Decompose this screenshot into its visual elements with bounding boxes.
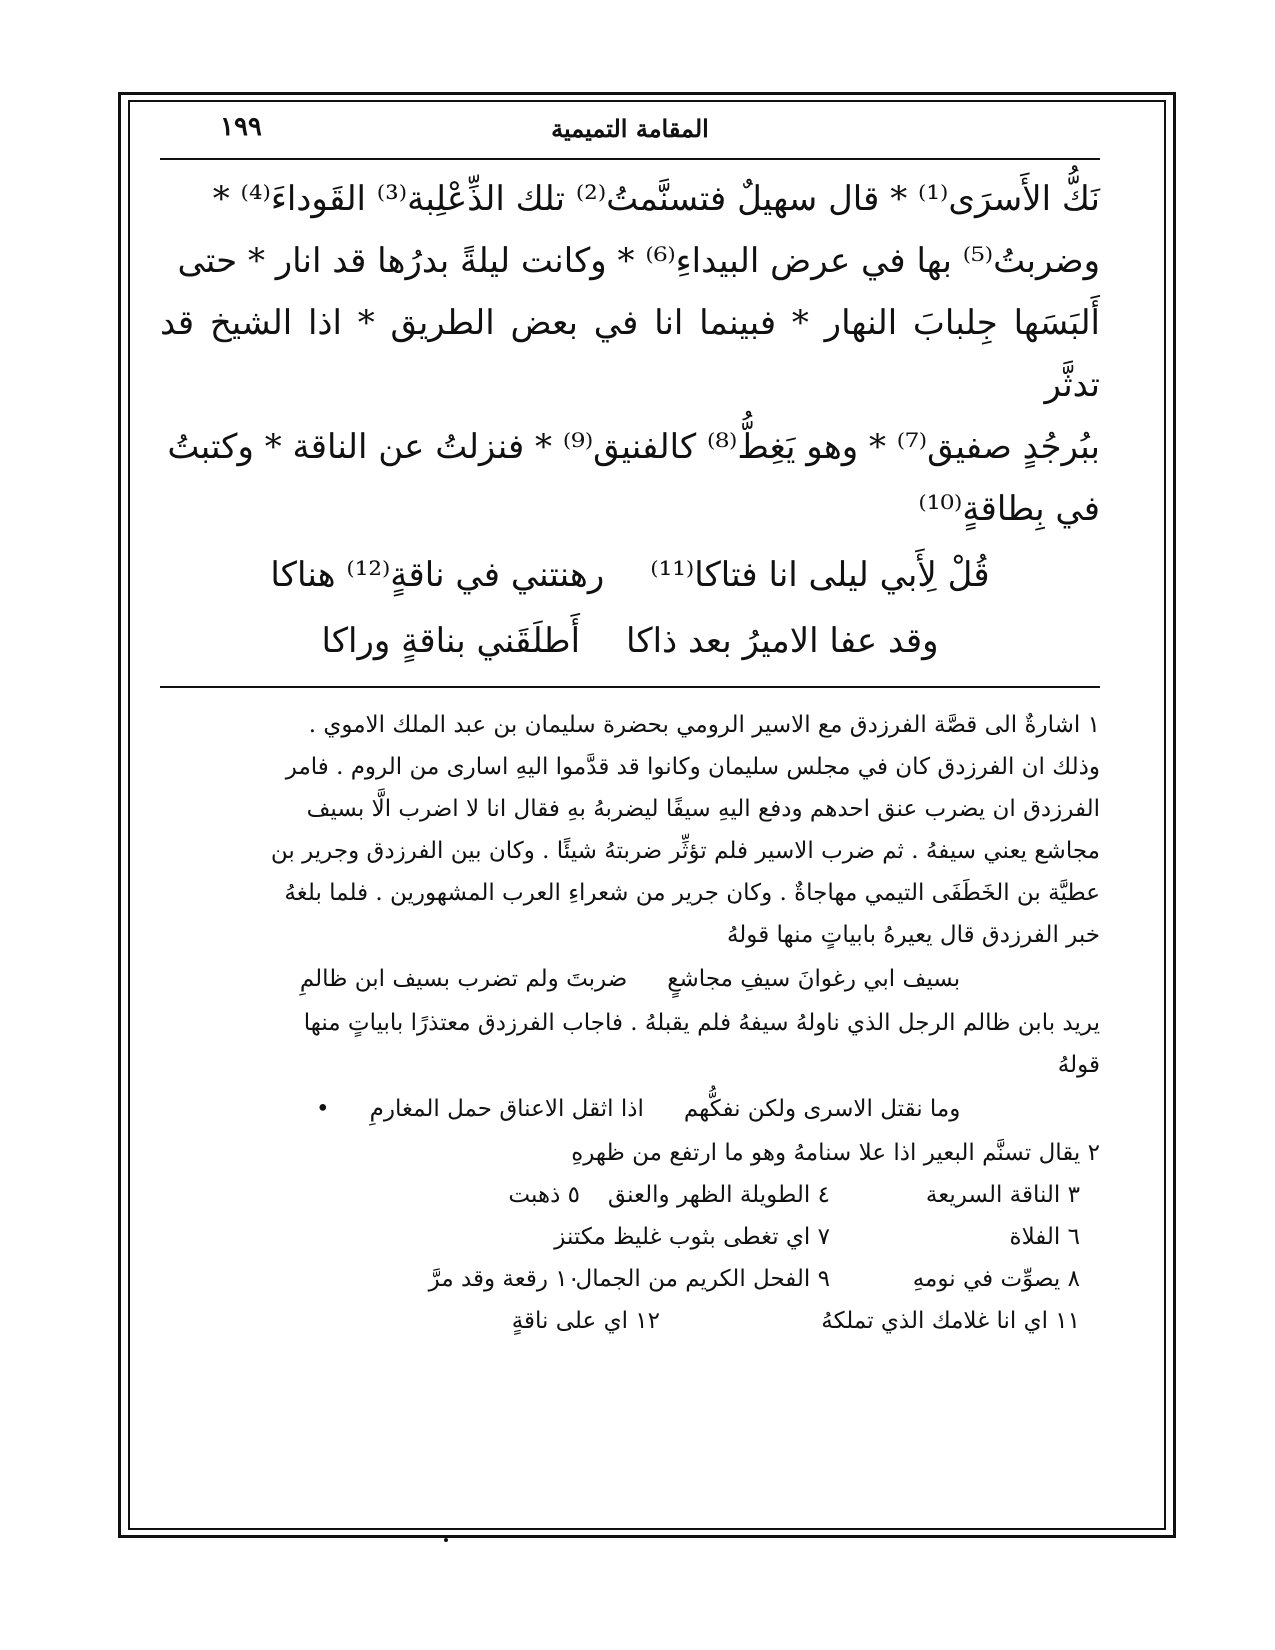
- verse-line: [160, 610, 1100, 672]
- footnote-line: يريد بابن ظالم الرجل الذي ناولهُ سيفهُ فلم يقبلهُ . فاجاب الفرزدق معتذرًا بابياتٍ منها: [303, 1010, 1100, 1036]
- glossary-row: [160, 1174, 1100, 1216]
- glossary-entry: ٨ يصوِّت في نومهِ: [912, 1266, 1080, 1292]
- verse-hemistich: وقد عفا الاميرُ بعد ذاكا: [626, 621, 939, 661]
- footnote-verse: [160, 958, 1100, 1000]
- glossary-entry: ١٢ اي على ناقةٍ: [511, 1308, 660, 1334]
- bullet-icon: •: [316, 1096, 330, 1122]
- footnote-line: خبر الفرزدق قال يعيرهُ بابياتٍ منها قولهُ: [726, 922, 1100, 948]
- footnote-verse-hemistich: بسيف ابي رغوانَ سيفِ مجاشعٍ: [667, 966, 961, 992]
- header-rule: [160, 158, 1100, 160]
- verse-hemistich: رهنتني في ناقةٍ⁽¹²⁾ هناكا: [270, 555, 605, 595]
- page-header: [160, 108, 1100, 156]
- main-text-line: نَكُّ الأَسرَى⁽¹⁾ * قال سهيلٌ فتسنَّمتُ⁽²⁾ تلك الذِّعْلِبة⁽³⁾ القَوداءَ⁽⁴⁾ *: [212, 179, 1100, 219]
- main-text-line: وضربتُ⁽⁵⁾ بها في عرض البيداءِ⁽⁶⁾ * وكانت ليلةً بدرُها قد انار * حتى: [177, 241, 1100, 281]
- main-text: [160, 168, 1100, 540]
- footnotes: [160, 704, 1100, 1342]
- footnote-line: قولهُ: [1057, 1052, 1100, 1078]
- footnote-verse-hemistich: اذا اثقل الاعناق حمل المغارمِ: [369, 1096, 644, 1122]
- footnote-verse-hemistich: وما نقتل الاسرى ولكن نفكُّهم: [683, 1096, 961, 1122]
- footnote-verse: [160, 1088, 1100, 1130]
- glossary-entry: ٣ الناقة السريعة: [925, 1182, 1080, 1208]
- glossary-entry: ١١ اي انا غلامك الذي تملكهُ: [821, 1308, 1080, 1334]
- main-text-line: أَلبَسَها جِلبابَ النهار * فبينما انا في بعض الطريق * اذا الشيخ قد تدثَّر: [160, 303, 1100, 405]
- page-title: المقامة التميمية: [551, 114, 709, 143]
- glossary-entry: [330, 1216, 580, 1258]
- footnote-line: ٢ يقال تسنَّم البعير اذا علا سنامهُ وهو ما ارتفع من ظهرهِ: [571, 1140, 1100, 1166]
- glossary-row: [160, 1258, 1100, 1300]
- footnote-line: مجاشع يعني سيفهُ . ثم ضرب الاسير فلم تؤثِّر ضربتهُ شيئًا . وكان بين الفرزدق وجرير بن: [270, 838, 1100, 864]
- footnote-line: ١ اشارةٌ الى قصَّة الفرزدق مع الاسير الرومي بحضرة سليمان بن عبد الملك الاموي .: [308, 712, 1100, 738]
- glossary-entry: ٦ الفلاة: [1009, 1224, 1080, 1250]
- glossary-row: [160, 1216, 1100, 1258]
- glossary-entry: ٤ الطويلة الظهر والعنق: [607, 1182, 830, 1208]
- glossary-entry: ٩ الفحل الكريم من الجمال: [575, 1266, 830, 1292]
- glossary-entry: ١٠ رقعة وقد مرَّ: [428, 1266, 580, 1292]
- glossary-entry: [160, 1300, 410, 1342]
- footnote-line: الفرزدق ان يضرب عنق احدهم ودفع اليهِ سيفًا ليضربهُ بهِ فقال انا لا اضرب الَّا بسيف: [306, 796, 1100, 822]
- footnote-line: عطيَّة بن الخَطَفَى التيمي مهاجاةٌ . وكان جرير من شعراءِ العرب المشهورين . فلما بلغهُ: [284, 880, 1100, 906]
- verse-hemistich: أَطلَقَني بناقةٍ وراكا: [321, 621, 581, 661]
- glossary-entry: ٧ اي تغطى بثوب غليظ مكتنز: [554, 1224, 830, 1250]
- footnote-line: وذلك ان الفرزدق كان في مجلس سليمان وكانوا قد قدَّموا اليهِ اسارى من الروم . فامر: [285, 754, 1100, 780]
- glossary-row: [160, 1300, 1100, 1342]
- main-text-line: في بِطاقةٍ⁽¹⁰⁾: [918, 489, 1100, 529]
- glossary-entry: ٥ ذهبت: [508, 1182, 580, 1208]
- book-page: [160, 108, 1100, 1508]
- verse-hemistich: قُلْ لِأَبي ليلى انا فتاكا⁽¹¹⁾: [650, 555, 990, 595]
- verse-line: [160, 544, 1100, 606]
- footnote-verse-hemistich: ضربتَ ولم تضرب بسيف ابن ظالمِ: [299, 966, 628, 992]
- page-mark: [444, 1538, 448, 1542]
- main-text-line: ببُرجُدٍ صفيق⁽⁷⁾ * وهو يَغِطُّ⁽⁸⁾ كالفنيق⁽⁹⁾ * فنزلتُ عن الناقة * وكتبتُ: [167, 427, 1100, 467]
- page-number: ١٩٩: [220, 112, 262, 142]
- footnote-rule: [160, 686, 1100, 688]
